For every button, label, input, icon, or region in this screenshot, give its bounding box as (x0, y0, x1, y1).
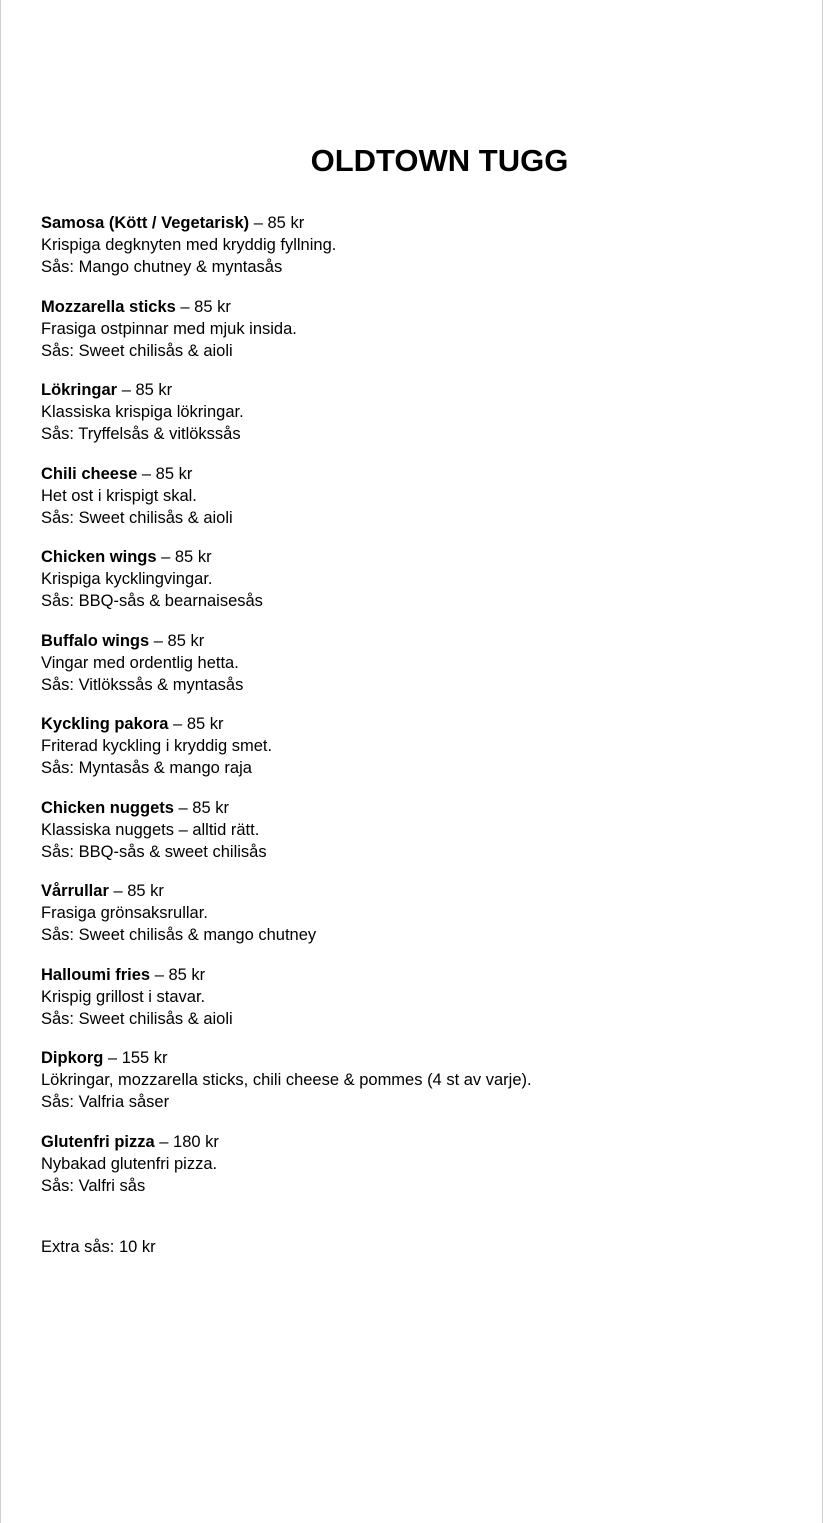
menu-item-description: Krispiga kycklingvingar. (41, 570, 213, 588)
menu-list (41, 212, 801, 1214)
menu-item (41, 630, 801, 696)
menu-item (41, 212, 801, 278)
menu-item-name: Buffalo wings (41, 631, 150, 650)
menu-item-description: Frasiga grönsaksrullar. (41, 904, 208, 922)
menu-item-price: – 85 kr (150, 965, 206, 984)
menu-item-heading (41, 1131, 801, 1153)
menu-item-price: – 85 kr (249, 214, 305, 232)
menu-item-name: Lökringar (41, 381, 118, 399)
menu-item-description: Klassiska nuggets – alltid rätt. (41, 820, 260, 839)
menu-item (41, 296, 801, 362)
menu-item-heading (41, 964, 801, 986)
menu-item-heading (41, 713, 801, 735)
menu-item-sauce: Sås: Tryffelsås & vitlökssås (41, 425, 241, 443)
menu-item-name: Vårrullar (41, 882, 109, 900)
menu-item-sauce: Sås: Mango chutney & myntasås (41, 258, 283, 276)
menu-item-name: Glutenfri pizza (41, 1132, 155, 1151)
menu-item-sauce: Sås: Valfria såser (41, 1093, 170, 1111)
page-title: OLDTOWN TUGG (310, 143, 569, 178)
menu-item-sauce: Sås: Sweet chilisås & aioli (41, 508, 233, 527)
menu-item-heading (41, 212, 801, 234)
menu-item-sauce: Sås: BBQ-sås & sweet chilisås (41, 842, 267, 861)
menu-item-description: Friterad kyckling i kryddig smet. (41, 737, 273, 755)
menu-item-description: Het ost i krispigt skal. (41, 486, 197, 505)
menu-item-name: Dipkorg (41, 1049, 104, 1067)
menu-item (41, 713, 801, 779)
menu-item-heading (41, 463, 801, 485)
menu-item-heading (41, 630, 801, 652)
menu-item-sauce: Sås: BBQ-sås & bearnaisesås (41, 592, 263, 610)
menu-item-price: – 85 kr (156, 548, 212, 566)
menu-item (41, 964, 801, 1030)
menu-item-name: Chicken nuggets (41, 798, 174, 817)
menu-item-description: Vingar med ordentlig hetta. (41, 653, 239, 672)
menu-item (41, 463, 801, 529)
menu-item-sauce: Sås: Sweet chilisås & aioli (41, 1009, 233, 1028)
menu-item-name: Chicken wings (41, 548, 157, 566)
menu-item-sauce: Sås: Sweet chilisås & aioli (41, 341, 233, 360)
menu-item-price: – 85 kr (175, 297, 231, 316)
menu-item-name: Kyckling pakora (41, 715, 169, 733)
menu-item-heading (41, 296, 801, 318)
menu-item-name: Halloumi fries (41, 965, 151, 984)
menu-item (41, 546, 801, 612)
menu-item-price: – 85 kr (149, 631, 205, 650)
menu-item-description: Krispiga degknyten med kryddig fyllning. (41, 236, 337, 254)
menu-item-price: – 85 kr (108, 882, 164, 900)
menu-item (41, 797, 801, 863)
menu-item-heading (41, 797, 801, 819)
menu-item-heading (41, 379, 801, 401)
menu-item-sauce: Sås: Vitlökssås & myntasås (41, 675, 244, 694)
menu-item-sauce: Sås: Myntasås & mango raja (41, 759, 252, 777)
menu-item-description: Lökringar, mozzarella sticks, chili cheese & pommes (4 st av varje). (41, 1071, 532, 1089)
menu-item (41, 880, 801, 946)
menu-item (41, 1047, 801, 1113)
menu-item-heading (41, 1047, 801, 1069)
menu-item-description: Klassiska krispiga lökringar. (41, 403, 244, 421)
menu-item-description: Frasiga ostpinnar med mjuk insida. (41, 319, 297, 338)
menu-item-description: Nybakad glutenfri pizza. (41, 1154, 218, 1173)
menu-item-sauce: Sås: Valfri sås (41, 1176, 146, 1195)
menu-item-price: – 85 kr (168, 715, 224, 733)
menu-item-price: – 85 kr (117, 381, 173, 399)
menu-item-name: Chili cheese (41, 464, 138, 483)
menu-item-description: Krispig grillost i stavar. (41, 987, 206, 1006)
menu-item-heading (41, 546, 801, 568)
menu-item-price: – 155 kr (103, 1049, 168, 1067)
menu-item-heading (41, 880, 801, 902)
menu-item (41, 1131, 801, 1197)
menu-item-name: Mozzarella sticks (41, 297, 176, 316)
menu-item-price: – 85 kr (137, 464, 193, 483)
menu-item-price: – 85 kr (173, 798, 229, 817)
extra-sauce-note: Extra sås: 10 kr (41, 1238, 156, 1256)
menu-item (41, 379, 801, 445)
menu-item-sauce: Sås: Sweet chilisås & mango chutney (41, 926, 317, 944)
menu-item-name: Samosa (Kött / Vegetarisk) (41, 214, 250, 232)
menu-item-price: – 180 kr (154, 1132, 219, 1151)
